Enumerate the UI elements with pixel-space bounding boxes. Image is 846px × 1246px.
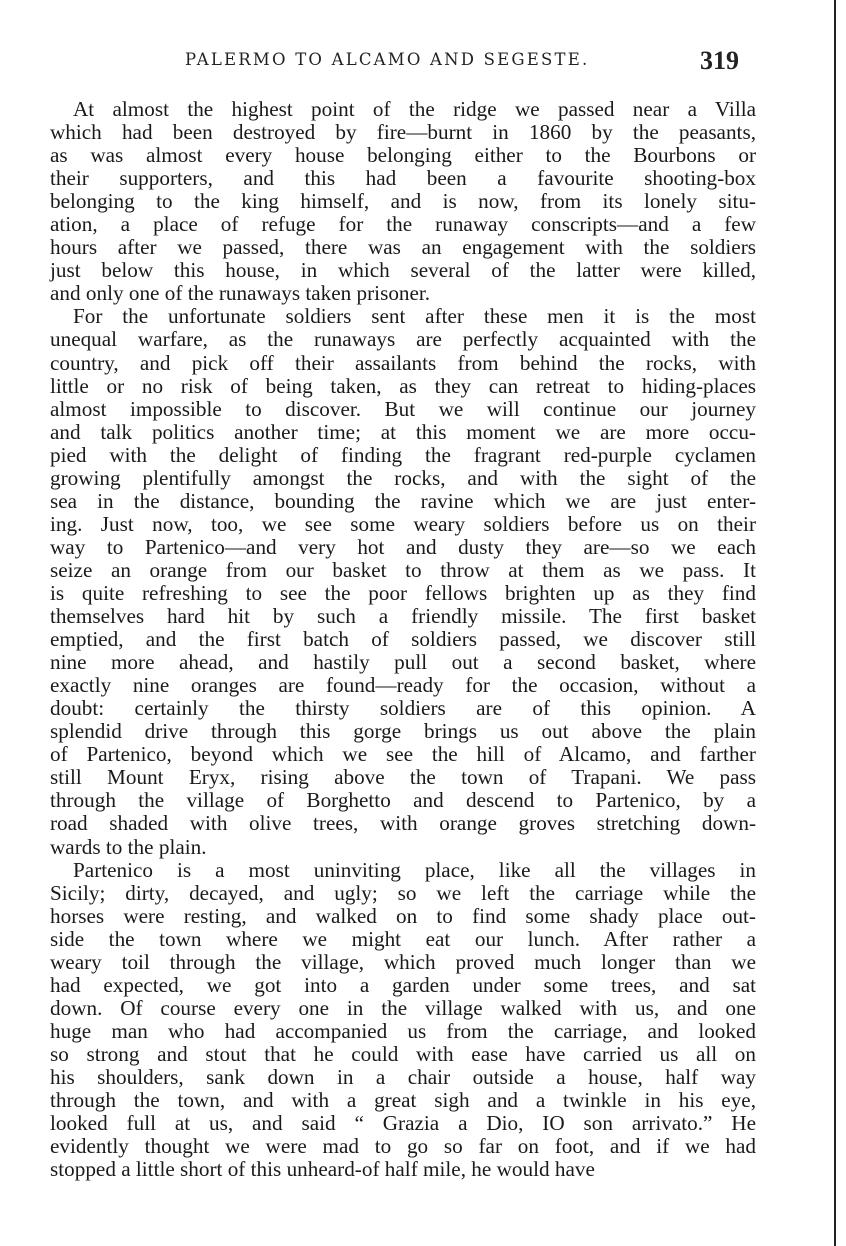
text-line: At almost the highest point of the ridge we passed near a Villa [73, 97, 756, 121]
text-line: road shaded with olive trees, with orange groves stretching down- [50, 811, 756, 836]
text-line: huge man who had accompanied us from the carriage, and looked [50, 1018, 756, 1043]
text-line: and talk politics another time; at this moment we are more occu- [50, 419, 756, 444]
running-head: PALERMO TO ALCAMO AND SEGESTE. [185, 50, 590, 69]
text-line: hours after we passed, there was an engagement with the soldiers [50, 235, 756, 260]
text-line: had expected, we got into a garden under some trees, and sat [50, 972, 756, 997]
text-line: which had been destroyed by fire—burnt in 1860 by the peasants, [50, 120, 756, 145]
text-line: wards to the plain. [50, 834, 207, 859]
text-line: almost impossible to discover. But we will continue our journey [50, 396, 756, 421]
text-line: nine more ahead, and hastily pull out a second basket, where [50, 650, 756, 675]
text-line: seize an orange from our basket to throw at them as we pass. It [50, 557, 756, 582]
paragraph [50, 98, 756, 305]
text-line: themselves hard hit by such a friendly missile. The first basket [50, 604, 756, 629]
text-line: their supporters, and this had been a favourite shooting-box [50, 166, 756, 191]
page-number: 319 [700, 46, 739, 75]
text-line: looked full at us, and said “ Grazia a Dio, IO son arrivato.” He [50, 1111, 756, 1136]
text-line: and only one of the runaways taken prisoner. [50, 281, 431, 306]
text-line: ing. Just now, too, we see some weary soldiers before us on their [50, 511, 756, 536]
text-line: through the town, and with a great sigh and a twinkle in his eye, [50, 1088, 756, 1113]
body-text [50, 98, 756, 1181]
text-line: growing plentifully amongst the rocks, and with the sight of the [50, 465, 756, 490]
text-line: side the town where we might eat our lunch. After rather a [50, 926, 756, 951]
text-line: belonging to the king himself, and is now, from its lonely situ- [50, 189, 756, 214]
text-line: unequal warfare, as the runaways are perfectly acquainted with the [50, 327, 756, 352]
text-line: just below this house, in which several of the latter were killed, [50, 258, 756, 283]
paragraph [50, 305, 756, 858]
text-line: emptied, and the first batch of soldiers passed, we discover still [50, 627, 756, 652]
text-line: splendid drive through this gorge brings us out above the plain [50, 719, 756, 744]
page-edge-rule [834, 0, 836, 1246]
text-line: way to Partenico—and very hot and dusty they are—so we each [50, 534, 756, 559]
text-line: down. Of course every one in the village walked with us, and one [50, 995, 756, 1020]
text-line: Partenico is a most uninviting place, like all the villages in [73, 857, 756, 882]
text-line: doubt: certainly the thirsty soldiers are of this opinion. A [50, 696, 756, 721]
text-line: weary toil through the village, which proved much longer than we [50, 949, 756, 974]
text-line: country, and pick off their assailants from behind the rocks, with [50, 350, 756, 375]
text-line: of Partenico, beyond which we see the hill of Alcamo, and farther [50, 742, 756, 767]
paragraph [50, 859, 756, 1182]
text-line: pied with the delight of finding the fragrant red-purple cyclamen [50, 442, 756, 467]
text-line: Sicily; dirty, decayed, and ugly; so we left the carriage while the [50, 880, 756, 905]
text-line: his shoulders, sank down in a chair outside a house, half way [50, 1064, 756, 1089]
text-line: For the unfortunate soldiers sent after these men it is the most [73, 304, 756, 329]
text-line: little or no risk of being taken, as they can retreat to hiding-places [50, 373, 756, 398]
text-line: evidently thought we were mad to go so far on foot, and if we had [50, 1134, 756, 1159]
text-line: stopped a little short of this unheard-of half mile, he would have [50, 1157, 595, 1182]
text-line: as was almost every house belonging either to the Bourbons or [50, 143, 756, 168]
text-line: ation, a place of refuge for the runaway conscripts—and a few [50, 212, 756, 237]
text-line: horses were resting, and walked on to find some shady place out- [50, 903, 756, 928]
text-line: is quite refreshing to see the poor fellows brighten up as they find [50, 580, 756, 605]
text-line: exactly nine oranges are found—ready for the occasion, without a [50, 673, 756, 698]
text-line: still Mount Eryx, rising above the town of Trapani. We pass [50, 765, 756, 790]
text-line: sea in the distance, bounding the ravine which we are just enter- [50, 488, 756, 513]
text-line: through the village of Borghetto and descend to Partenico, by a [50, 788, 756, 813]
text-line: so strong and stout that he could with ease have carried us all on [50, 1041, 756, 1066]
